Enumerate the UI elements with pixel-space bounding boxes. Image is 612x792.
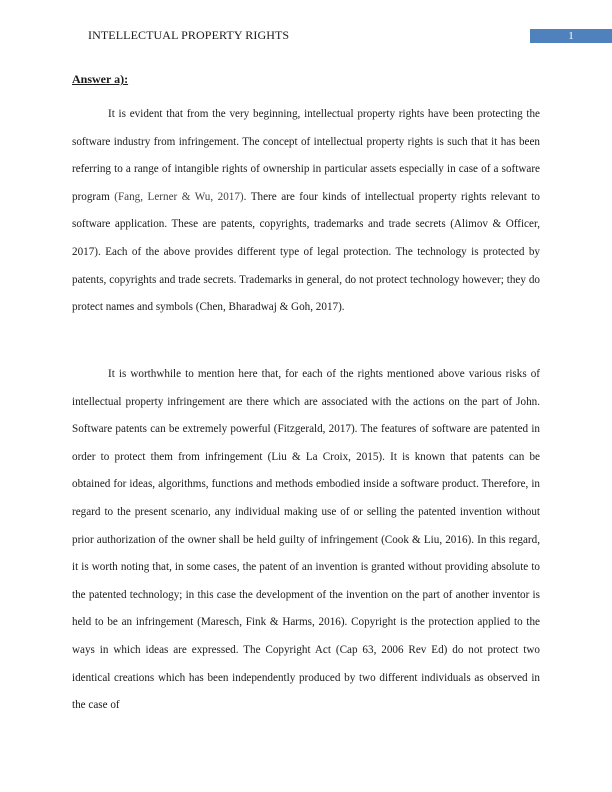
page-number: 1: [530, 29, 612, 43]
paragraph-1-text-b: . There are four kinds of intellectual property rights relevant to software application. These are patents, copyrights, trademarks and trade secrets (Alimov & Officer, 2017). Each of the above provides different type of legal protection. The technology is protected by patents, copyrights and trade secrets. Trademarks in general, do not protect technology however; they do protect names and symbols (Chen, Bharadwaj & Goh, 2017).: [72, 190, 540, 314]
section-heading: Answer a):: [72, 72, 129, 86]
running-head: INTELLECTUAL PROPERTY RIGHTS: [88, 28, 290, 42]
paragraph-1: [72, 101, 540, 322]
citation-fang-lerner-wu: (Fang, Lerner & Wu, 2017): [114, 190, 244, 203]
paragraph-1-text-a: It is evident that from the very beginning, intellectual property rights have been protecting the software industry from infringement. The concept of intellectual property rights is such that it has been referring to a range of intangible rights of ownership in particular assets especially in case of a software program: [72, 108, 540, 203]
paragraph-2: It is worthwhile to mention here that, for each of the rights mentioned above various risks of intellectual property infringement are there which are associated with the actions on the part of John. Software patents can be extremely powerful (Fitzgerald, 2017). The features of software are patented in order to protect them from infringement (Liu & La Croix, 2015). It is known that patents can be obtained for ideas, algorithms, functions and methods embodied inside a software product. Therefore, in regard to the present scenario, any individual making use of or selling the patented invention without prior authorization of the owner shall be held guilty of infringement (Cook & Liu, 2016). In this regard, it is worth noting that, in some cases, the patent of an invention is granted without providing absolute to the patented technology; in this case the development of the invention on the part of another inventor is held to be an infringement (Maresch, Fink & Harms, 2016). Copyright is the protection applied to the ways in which ideas are expressed. The Copyright Act (Cap 63, 2006 Rev Ed) do not protect two identical creations which has been independently produced by two different individuals as observed in the case of: [72, 368, 540, 712]
